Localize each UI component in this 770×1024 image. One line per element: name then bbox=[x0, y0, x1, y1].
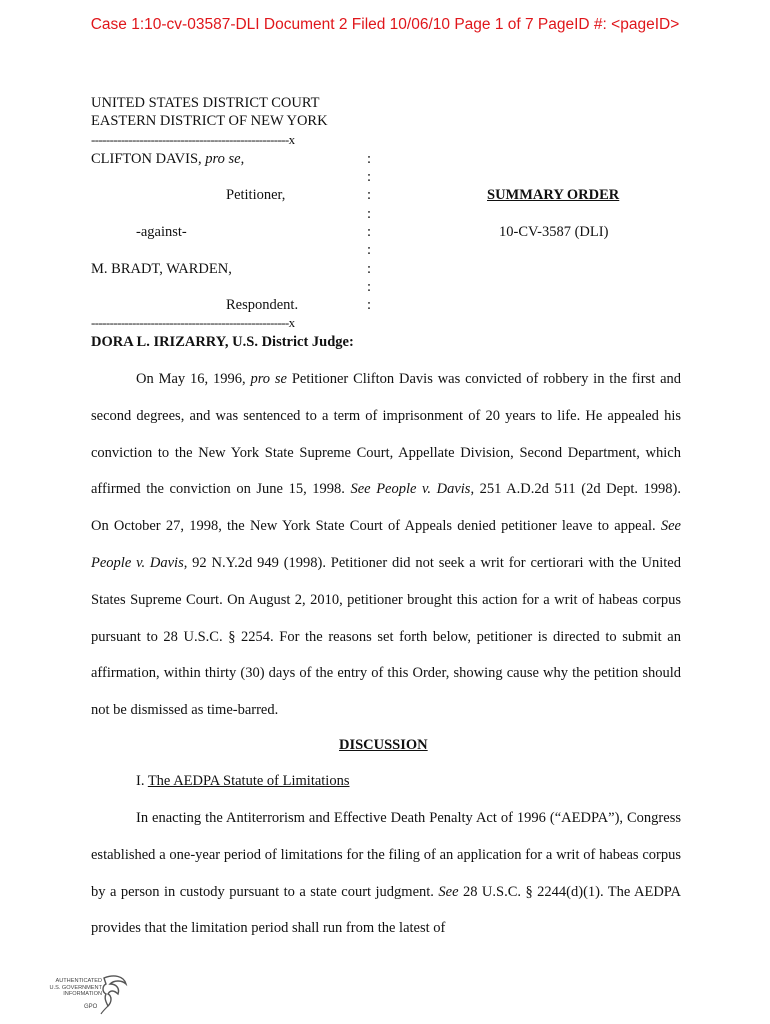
paragraph-line bbox=[91, 846, 681, 864]
line-text: 28 U.S.C. § 2244(d)(1). The AEDPA bbox=[458, 883, 681, 900]
line-text: conviction to the New York State Supreme Court, Appellate Division, Second Department, which bbox=[91, 444, 681, 461]
caption-colon: : bbox=[367, 169, 372, 185]
line-text: In enacting the Antiterrorism and Effective Death Penalty Act of 1996 (“AEDPA”), Congress bbox=[136, 810, 681, 826]
filing-header-stamp: Case 1:10-cv-03587-DLI Document 2 Filed 10/06/10 Page 1 of 7 PageID #: <pageID> bbox=[90, 16, 680, 33]
caption-colon: : bbox=[367, 279, 372, 295]
against-label: -against- bbox=[136, 224, 187, 240]
paragraph-line bbox=[91, 628, 681, 646]
petitioner-comma: , bbox=[240, 151, 245, 167]
line-text: States Supreme Court. On August 2, 2010, petitioner brought this action for a writ of habeas corpus bbox=[91, 591, 681, 608]
gpo-authentication-seal bbox=[44, 972, 134, 1016]
seal-line: U.S. GOVERNMENT bbox=[49, 984, 102, 991]
seal-text bbox=[44, 978, 102, 998]
order-title: SUMMARY ORDER bbox=[487, 187, 620, 203]
seal-line: AUTHENTICATED bbox=[55, 978, 102, 984]
line-text: On October 27, 1998, the New York State Court of Appeals denied petitioner leave to appeal. bbox=[91, 518, 661, 535]
caption-colon: : bbox=[367, 261, 372, 277]
paragraph-line bbox=[91, 554, 681, 572]
caption-colon: : bbox=[367, 242, 372, 258]
italic-citation: See People v. Davis bbox=[350, 481, 471, 498]
discussion-heading: DISCUSSION bbox=[339, 737, 428, 753]
italic-citation: See bbox=[438, 883, 459, 900]
paragraph-line bbox=[91, 701, 681, 719]
caption-divider-top: -----------------------------------------------------x bbox=[91, 132, 295, 147]
petitioner-name-text: CLIFTON DAVIS, bbox=[91, 151, 206, 167]
petitioner-role: Petitioner, bbox=[226, 187, 286, 203]
judge-heading: DORA L. IRIZARRY, U.S. District Judge: bbox=[91, 334, 354, 350]
paragraph-line bbox=[91, 444, 681, 462]
paragraph-line bbox=[91, 883, 681, 901]
line-text: On May 16, 1996, bbox=[136, 371, 251, 387]
caption-colon: : bbox=[367, 151, 372, 167]
line-text: , 92 N.Y.2d 949 (1998). Petitioner did not seek a writ for certiorari with the United bbox=[183, 555, 681, 571]
petitioner-name bbox=[91, 150, 244, 168]
paragraph-line bbox=[91, 591, 681, 609]
paragraph-line bbox=[136, 809, 681, 827]
italic-citation: See bbox=[660, 518, 681, 535]
section-number: I. bbox=[136, 773, 148, 789]
section-heading bbox=[136, 772, 349, 790]
eagle-icon bbox=[100, 972, 130, 1016]
paragraph-line bbox=[91, 919, 681, 937]
paragraph-line bbox=[91, 664, 681, 682]
section-title: The AEDPA Statute of Limitations bbox=[147, 773, 350, 789]
seal-line: INFORMATION bbox=[63, 991, 102, 998]
line-text: pursuant to 28 U.S.C. § 2254. For the reasons set forth below, petitioner is directed to submit an bbox=[91, 628, 681, 645]
seal-gpo-label: GPO bbox=[84, 1004, 98, 1010]
court-name: UNITED STATES DISTRICT COURT bbox=[91, 95, 320, 111]
caption-colon: : bbox=[367, 224, 372, 240]
line-text: established a one-year period of limitations for the filing of an application for a writ of habeas corpus bbox=[91, 846, 681, 863]
respondent-name: M. BRADT, WARDEN, bbox=[91, 261, 232, 277]
caption-divider-bottom: -----------------------------------------------------x bbox=[91, 315, 295, 330]
case-number: 10-CV-3587 (DLI) bbox=[499, 224, 609, 240]
line-text: provides that the limitation period shall run from the latest of bbox=[91, 920, 446, 937]
line-text: , 251 A.D.2d 511 (2d Dept. 1998). bbox=[470, 481, 682, 498]
respondent-role: Respondent. bbox=[226, 297, 299, 313]
paragraph-line bbox=[91, 480, 681, 498]
line-text: second degrees, and was sentenced to a term of imprisonment of 20 years to life. He appealed his bbox=[91, 407, 681, 424]
line-text: not be dismissed as time-barred. bbox=[91, 702, 279, 719]
line-text: by a person in custody pursuant to a state court judgment. bbox=[91, 883, 439, 900]
line-text: affirmation, within thirty (30) days of the entry of this Order, showing cause why the petition should bbox=[91, 665, 681, 682]
court-district: EASTERN DISTRICT OF NEW YORK bbox=[91, 113, 328, 129]
caption-colon: : bbox=[367, 187, 372, 203]
paragraph-line bbox=[136, 370, 681, 388]
italic-citation: People v. Davis bbox=[91, 555, 184, 571]
caption-colon: : bbox=[367, 297, 372, 313]
italic-citation: pro se bbox=[250, 371, 287, 387]
paragraph-line bbox=[91, 407, 681, 425]
pro-se-text: pro se bbox=[205, 151, 241, 167]
line-text: Petitioner Clifton Davis was convicted of robbery in the first and bbox=[287, 371, 681, 387]
caption-colon: : bbox=[367, 206, 372, 222]
paragraph-line bbox=[91, 517, 681, 535]
line-text: affirmed the conviction on June 15, 1998. bbox=[91, 481, 351, 498]
